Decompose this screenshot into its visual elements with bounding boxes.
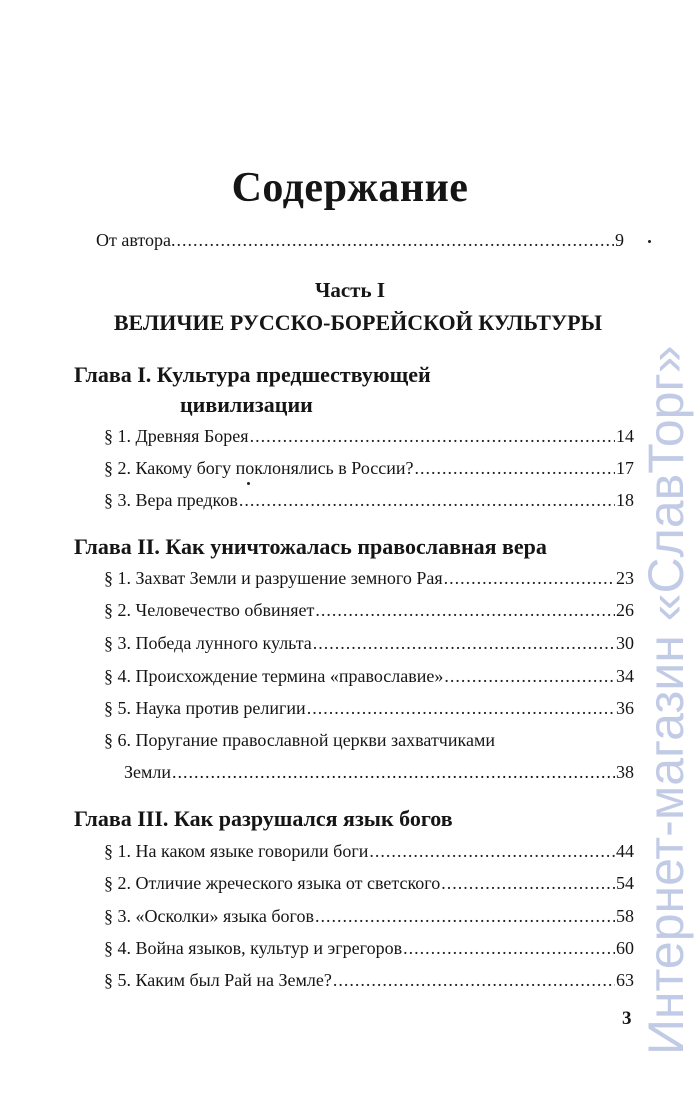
toc-entry[interactable] [104, 566, 634, 590]
leader-dots [333, 968, 615, 992]
toc-entry-page: 38 [616, 762, 634, 782]
toc-entry-label: Земли [124, 762, 172, 782]
leader-dots [444, 664, 615, 688]
toc-entry-label: § 3. Победа лунного культа [104, 633, 312, 653]
toc-entry-page: 14 [616, 426, 634, 446]
toc-entry-label: § 5. Наука против религии [104, 698, 306, 718]
leader-dots [415, 456, 615, 480]
chapter-heading-line: Глава I. Культура предшествующей [74, 362, 431, 387]
chapter-heading-line: Глава II. Как уничтожалась православная вера [74, 534, 547, 559]
chapter-heading-line: Глава III. Как разрушался язык богов [74, 806, 453, 831]
toc-entry-page: 36 [616, 698, 634, 718]
toc-entry[interactable] [104, 664, 634, 688]
toc-entry-intro[interactable] [96, 228, 624, 252]
toc-entry[interactable] [104, 488, 634, 512]
toc-entry-label: § 4. Война языков, культур и эгрегоров [104, 938, 403, 958]
toc-entry-page: 9 [615, 230, 624, 250]
chapter-heading-line: цивилизации [180, 392, 313, 417]
toc-entry-page: 63 [616, 970, 634, 990]
toc-entry-page: 58 [616, 906, 634, 926]
toc-entry[interactable] [104, 936, 634, 960]
toc-entry[interactable] [104, 598, 634, 622]
toc-entry-label: § 2. Человечество обвиняет [104, 600, 315, 620]
print-speck [247, 482, 250, 485]
toc-entry-label: § 4. Происхождение термина «православие» [104, 666, 444, 686]
leader-dots [315, 598, 615, 622]
leader-dots [369, 839, 615, 863]
chapter-heading-3[interactable] [74, 804, 644, 834]
toc-entry[interactable] [104, 424, 634, 448]
toc-entry[interactable] [104, 728, 634, 784]
chapter-heading-2[interactable] [74, 532, 644, 562]
toc-entry-label: § 3. Вера предков [104, 490, 238, 510]
store-watermark: Интернет-магазин «СлавТорг» [638, 345, 694, 1055]
toc-entry-label: § 2. Какому богу поклонялись в России? [104, 458, 414, 478]
leader-dots [177, 228, 614, 252]
toc-entry-label: § 1. На каком языке говорили боги [104, 841, 369, 861]
leader-dots [315, 904, 615, 928]
leader-dots [313, 631, 615, 655]
toc-entry-page: 34 [616, 666, 634, 686]
toc-entry-label: От автора. [96, 230, 176, 250]
leader-dots [403, 936, 615, 960]
leader-dots [444, 566, 615, 590]
toc-entry-label: § 1. Древняя Борея [104, 426, 249, 446]
toc-entry[interactable] [104, 904, 634, 928]
toc-entry-label: § 5. Каким был Рай на Земле? [104, 970, 332, 990]
toc-entry-label: § 6. Поругание православной церкви захватчиками [104, 730, 495, 750]
page-number: 3 [622, 1008, 632, 1029]
toc-entry-page: 60 [616, 938, 634, 958]
toc-entry[interactable] [104, 839, 634, 863]
toc-entry-page: 23 [616, 568, 634, 588]
toc-entry[interactable] [104, 871, 634, 895]
toc-entry-page: 18 [616, 490, 634, 510]
leader-dots [250, 424, 615, 448]
toc-entry-page: 17 [616, 458, 634, 478]
toc-entry-page: 54 [616, 873, 634, 893]
leader-dots [172, 760, 615, 784]
print-speck [648, 240, 651, 243]
toc-entry[interactable] [104, 456, 634, 480]
leader-dots [239, 488, 615, 512]
toc-entry-page: 26 [616, 600, 634, 620]
toc-entry[interactable] [104, 631, 634, 655]
part-title: ВЕЛИЧИЕ РУССКО-БОРЕЙСКОЙ КУЛЬТУРЫ [113, 310, 603, 335]
toc-entry-page: 30 [616, 633, 634, 653]
leader-dots [441, 871, 615, 895]
toc-entry-label: § 2. Отличие жреческого языка от светского [104, 873, 441, 893]
toc-entry-continuation [104, 760, 634, 784]
leader-dots [307, 696, 615, 720]
toc-entry-label: § 1. Захват Земли и разрушение земного Рая [104, 568, 443, 588]
toc-entry-label: § 3. «Осколки» языка богов [104, 906, 314, 926]
part-label: Часть I [314, 278, 386, 302]
toc-entry[interactable] [104, 968, 634, 992]
page-title: Содержание [231, 165, 469, 211]
toc-entry[interactable] [104, 696, 634, 720]
chapter-heading-1[interactable] [74, 360, 644, 420]
toc-entry-page: 44 [616, 841, 634, 861]
